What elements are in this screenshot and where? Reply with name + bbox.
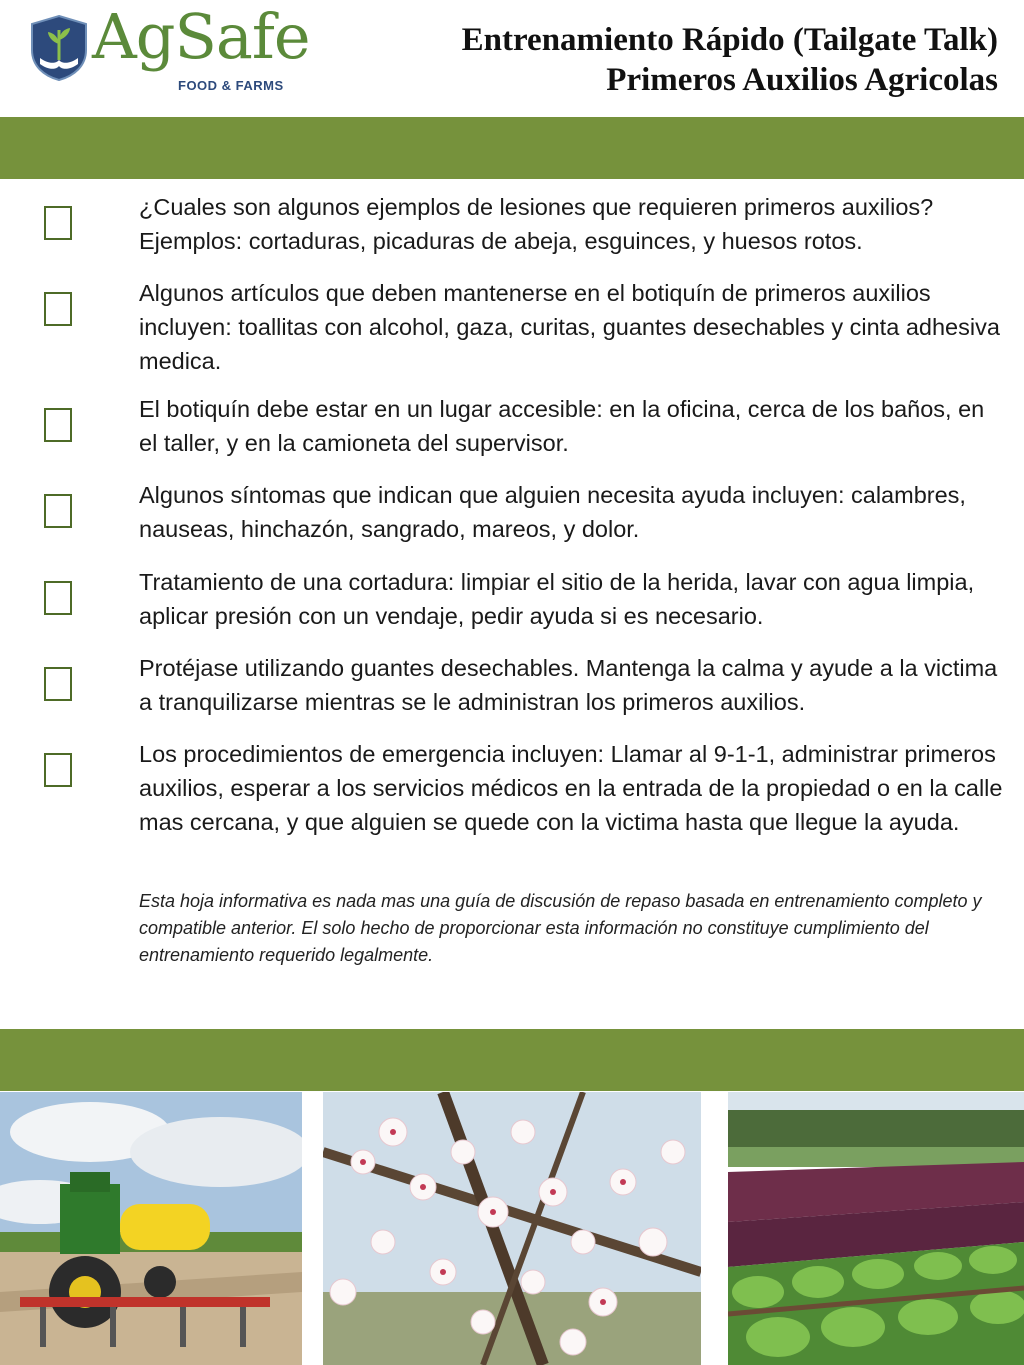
checkbox[interactable] bbox=[44, 494, 72, 528]
page-title bbox=[462, 20, 998, 100]
checkbox[interactable] bbox=[44, 753, 72, 787]
checklist-item-text: Algunos síntomas que indican que alguien necesita ayuda incluyen: calambres, nauseas, hinchazón, sangrado, mareos, y dolor. bbox=[139, 482, 966, 542]
checklist-item bbox=[0, 478, 1024, 565]
title-line-1: Entrenamiento Rápido (Tailgate Talk) bbox=[461, 22, 998, 58]
disclaimer: Esta hoja informativa es nada mas una guía de discusión de repaso basada en entrenamiento completo y compatible anterior. El solo hecho de proporcionar esta información no constituye cumplimiento del entrenamiento requerido legalmente. bbox=[139, 891, 982, 965]
checklist-item-text: Algunos artículos que deben mantenerse en el botiquín de primeros auxilios incluyen: toallitas con alcohol, gaza, curitas, guantes desechables y cinta adhesiva medica. bbox=[139, 280, 1000, 374]
title-line-2: Primeros Auxilios Agricolas bbox=[606, 62, 998, 98]
checklist-item-text: Los procedimientos de emergencia incluyen: Llamar al 9-1-1, administrar primeros auxilios, esperar a los servicios médicos en la entrada de la propiedad o en la calle mas cercana, y que alguien se quede con la victima hasta que llegue la ayuda. bbox=[139, 741, 1003, 835]
almond-blossom-photo bbox=[323, 1092, 701, 1365]
checkbox[interactable] bbox=[44, 667, 72, 701]
checklist-item bbox=[0, 190, 1024, 276]
logo-wordmark: AgSafe bbox=[92, 0, 310, 73]
checklist-item-text: El botiquín debe estar en un lugar accesible: en la oficina, cerca de los baños, en el taller, y en la camioneta del supervisor. bbox=[139, 396, 985, 456]
agsafe-logo bbox=[28, 0, 310, 112]
checklist-item-text: ¿Cuales son algunos ejemplos de lesiones que requieren primeros auxilios? Ejemplos: cortaduras, picaduras de abeja, esguinces, y huesos rotos. bbox=[139, 194, 934, 254]
checklist-item bbox=[0, 392, 1024, 478]
checklist-item-text: Tratamiento de una cortadura: limpiar el sitio de la herida, lavar con agua limpia, aplicar presión con un vendaje, pedir ayuda si es necesario. bbox=[139, 569, 975, 629]
top-green-band bbox=[0, 117, 1024, 179]
bottom-green-band bbox=[0, 1029, 1024, 1091]
checkbox[interactable] bbox=[44, 408, 72, 442]
checkbox[interactable] bbox=[44, 206, 72, 240]
checklist-item-text: Protéjase utilizando guantes desechables. Mantenga la calma y ayude a la victima a tranquilizarse mientras se le administran los primeros auxilios. bbox=[139, 655, 998, 715]
tractor-photo bbox=[0, 1092, 302, 1365]
checkbox[interactable] bbox=[44, 292, 72, 326]
checklist-item bbox=[0, 651, 1024, 737]
checklist-item bbox=[0, 737, 1024, 877]
checkbox[interactable] bbox=[44, 581, 72, 615]
checklist-item bbox=[0, 276, 1024, 392]
header bbox=[0, 0, 1024, 116]
logo-subtitle: FOOD & FARMS bbox=[178, 78, 284, 93]
checklist bbox=[0, 190, 1024, 877]
checklist-item bbox=[0, 565, 1024, 651]
lettuce-field-photo bbox=[728, 1092, 1024, 1365]
shield-icon bbox=[28, 14, 90, 82]
